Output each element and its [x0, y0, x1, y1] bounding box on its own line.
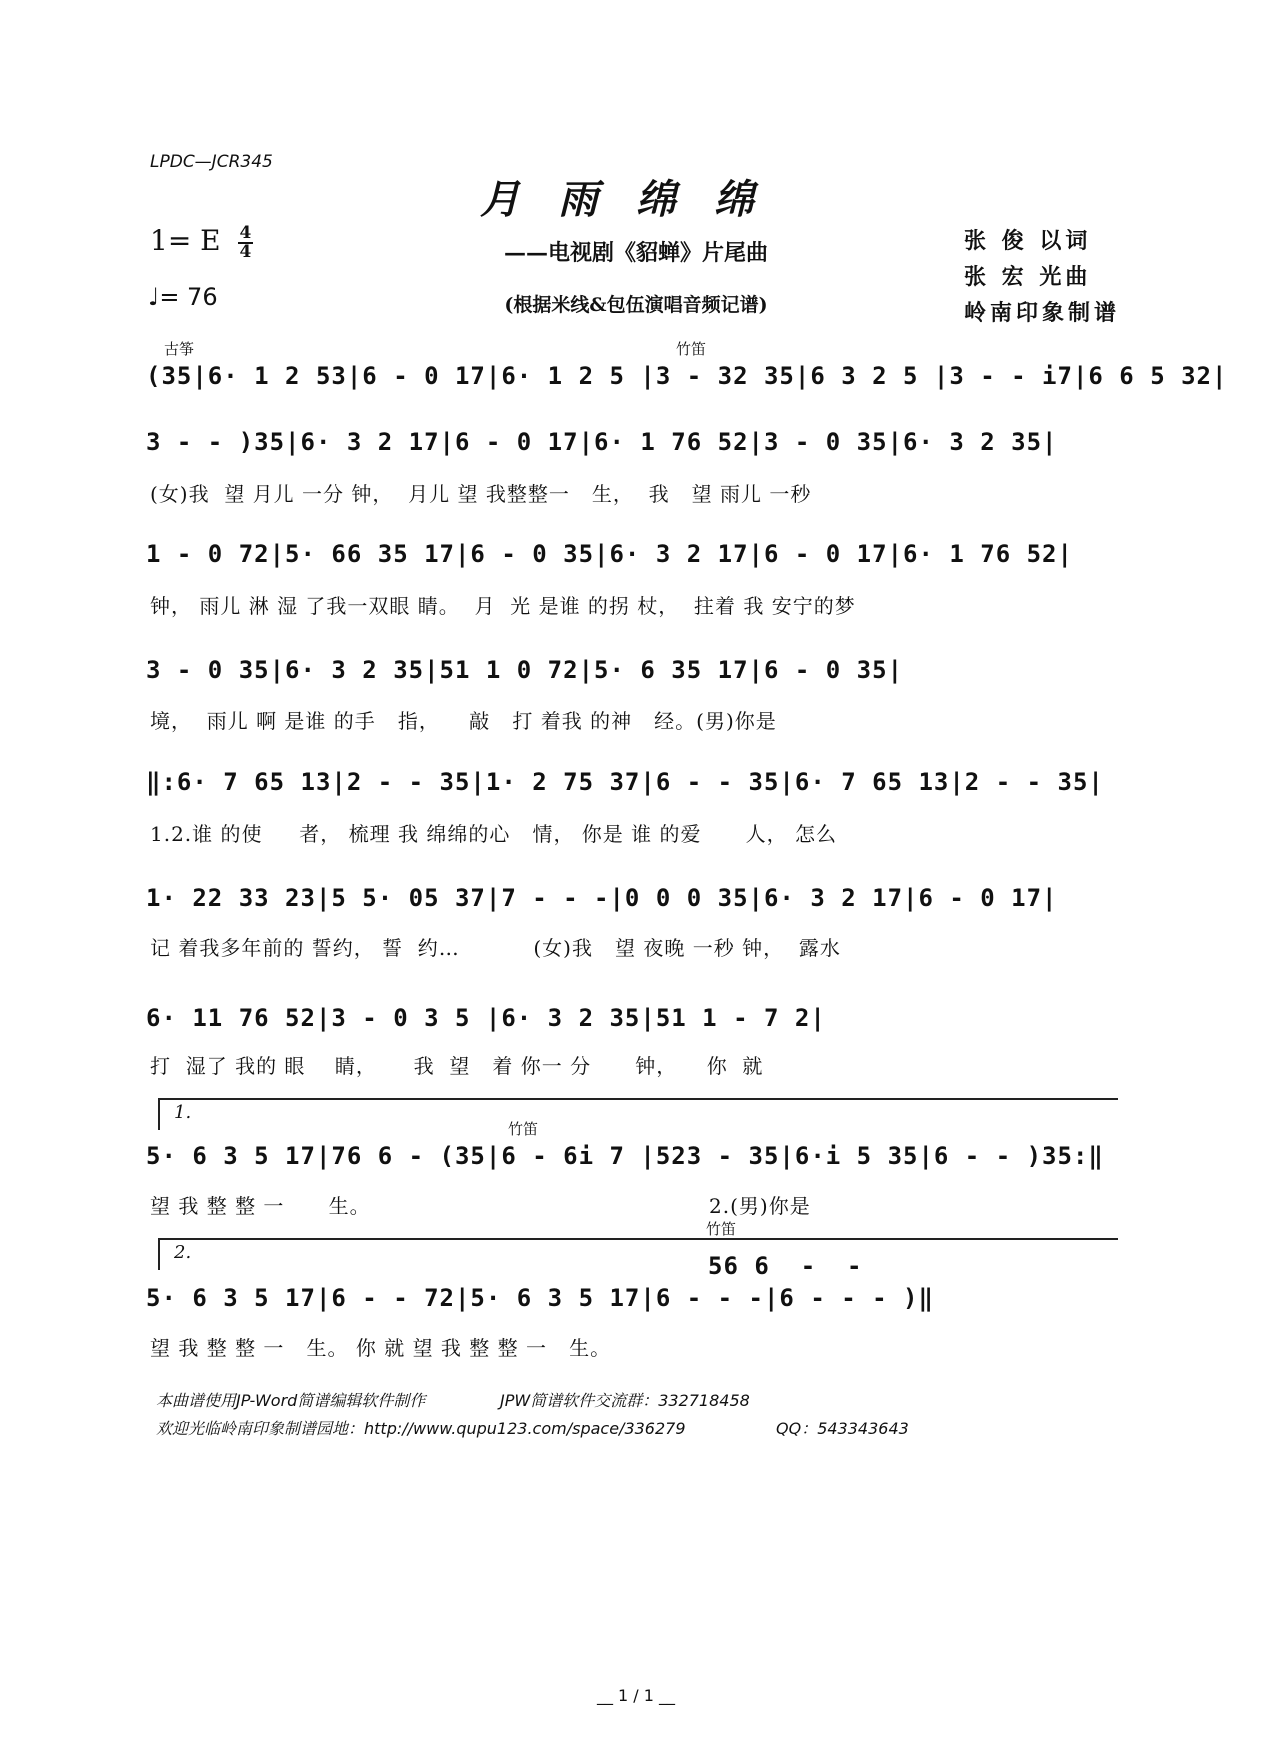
instrument-dizi-2: 竹笛	[508, 1120, 539, 1138]
footer-group: JPW简谱软件交流群：332718458	[500, 1391, 750, 1410]
score-row-5: ‖:6· 7 65 13|2 - - 35|1· 2 75 37|6 - - 35|6· 7 65 13|2 - - 35|	[146, 768, 1104, 796]
lyrics-row-8: 望 我 整 整 一 生。 2.(男)你是	[150, 1194, 811, 1218]
lyrics-row-3: 钟， 雨儿 淋 湿 了我一双眼 睛。 月 光 是谁 的拐 杖， 拄着 我 安宁的梦	[150, 594, 856, 618]
score-row-9: 5· 6 3 5 17|6 - - 72|5· 6 3 5 17|6 - - -|6 - - - )‖	[146, 1284, 934, 1312]
time-bottom: 4	[239, 241, 252, 262]
score-row-2: 3 - - )35|6· 3 2 17|6 - 0 17|6· 1 76 52|3 - 0 35|6· 3 2 35|	[146, 428, 1058, 456]
ending-1-label: 1.	[174, 1102, 192, 1123]
score-row-1: (35|6· 1 2 53|6 - 0 17|6· 1 2 5 |3 - 32 35|6 3 2 5 |3 - - i7|6 6 5 32|	[146, 362, 1228, 390]
key-label: 1= E	[150, 224, 221, 257]
time-top: 4	[239, 222, 252, 243]
score-code: LPDC—JCR345	[150, 152, 273, 172]
score-row-4: 3 - 0 35|6· 3 2 35|51 1 0 72|5· 6 35 17|6 - 0 35|	[146, 656, 904, 684]
ending-2-label: 2.	[174, 1242, 192, 1263]
lyrics-row-9: 望 我 整 整 一 生。 你 就 望 我 整 整 一 生。	[150, 1336, 612, 1360]
score-row-3: 1 - 0 72|5· 66 35 17|6 - 0 35|6· 3 2 17|6 - 0 17|6· 1 76 52|	[146, 540, 1073, 568]
lyrics-row-2: (女)我 望 月儿 一分 钟， 月儿 望 我整整一 生， 我 望 雨儿 一秒	[150, 482, 812, 506]
subtitle: ——电视剧《貂蝉》片尾曲	[503, 240, 768, 266]
page-number: __ 1 / 1 __	[596, 1686, 676, 1705]
composer: 张 宏 光曲	[964, 264, 1092, 290]
song-title: 月雨绵绵	[480, 176, 792, 223]
lyrics-row-5: 1.2.谁 的使 者， 梳理 我 绵绵的心 情， 你是 谁 的爱 人， 怎么	[150, 822, 838, 846]
arranger: 岭南印象制谱	[964, 300, 1121, 326]
score-row-6: 1· 22 33 23|5 5· 05 37|7 - - -|0 0 0 35|6· 3 2 17|6 - 0 17|	[146, 884, 1058, 912]
lyricist: 张 俊 以词	[964, 228, 1092, 254]
instrument-dizi-1: 竹笛	[676, 340, 707, 358]
ending-2-bracket	[158, 1238, 1118, 1270]
score-row-7: 6· 11 76 52|3 - 0 3 5 |6· 3 2 35|51 1 - 7 2|	[146, 1004, 826, 1032]
ending-1-bracket	[158, 1098, 1118, 1130]
lyrics-row-6: 记 着我多年前的 誓约， 誓 约… (女)我 望 夜晚 一秒 钟， 露水	[150, 936, 841, 960]
lyrics-row-4: 境， 雨儿 啊 是谁 的手 指， 敲 打 着我 的神 经。(男)你是	[150, 709, 777, 733]
instrument-guzheng: 古筝	[164, 340, 195, 358]
footer-website: 欢迎光临岭南印象制谱园地：http://www.qupu123.com/space/336279	[156, 1419, 686, 1438]
score-row-8: 5· 6 3 5 17|76 6 - (35|6 - 6i 7 |523 - 35|6·i 5 35|6 - - )35:‖	[146, 1142, 1104, 1170]
overlay-notes: 56 6 - -	[708, 1252, 863, 1280]
transcription-note: (根据米线&包伍演唱音频记谱)	[504, 294, 768, 316]
instrument-dizi-3: 竹笛	[706, 1220, 737, 1238]
lyrics-row-7: 打 湿了 我的 眼 睛， 我 望 着 你一 分 钟， 你 就	[150, 1054, 764, 1078]
tempo-marking: ♩= 76	[148, 283, 218, 311]
footer-software: 本曲谱使用JP-Word简谱编辑软件制作	[156, 1391, 426, 1410]
footer-qq: QQ：543343643	[776, 1419, 909, 1438]
